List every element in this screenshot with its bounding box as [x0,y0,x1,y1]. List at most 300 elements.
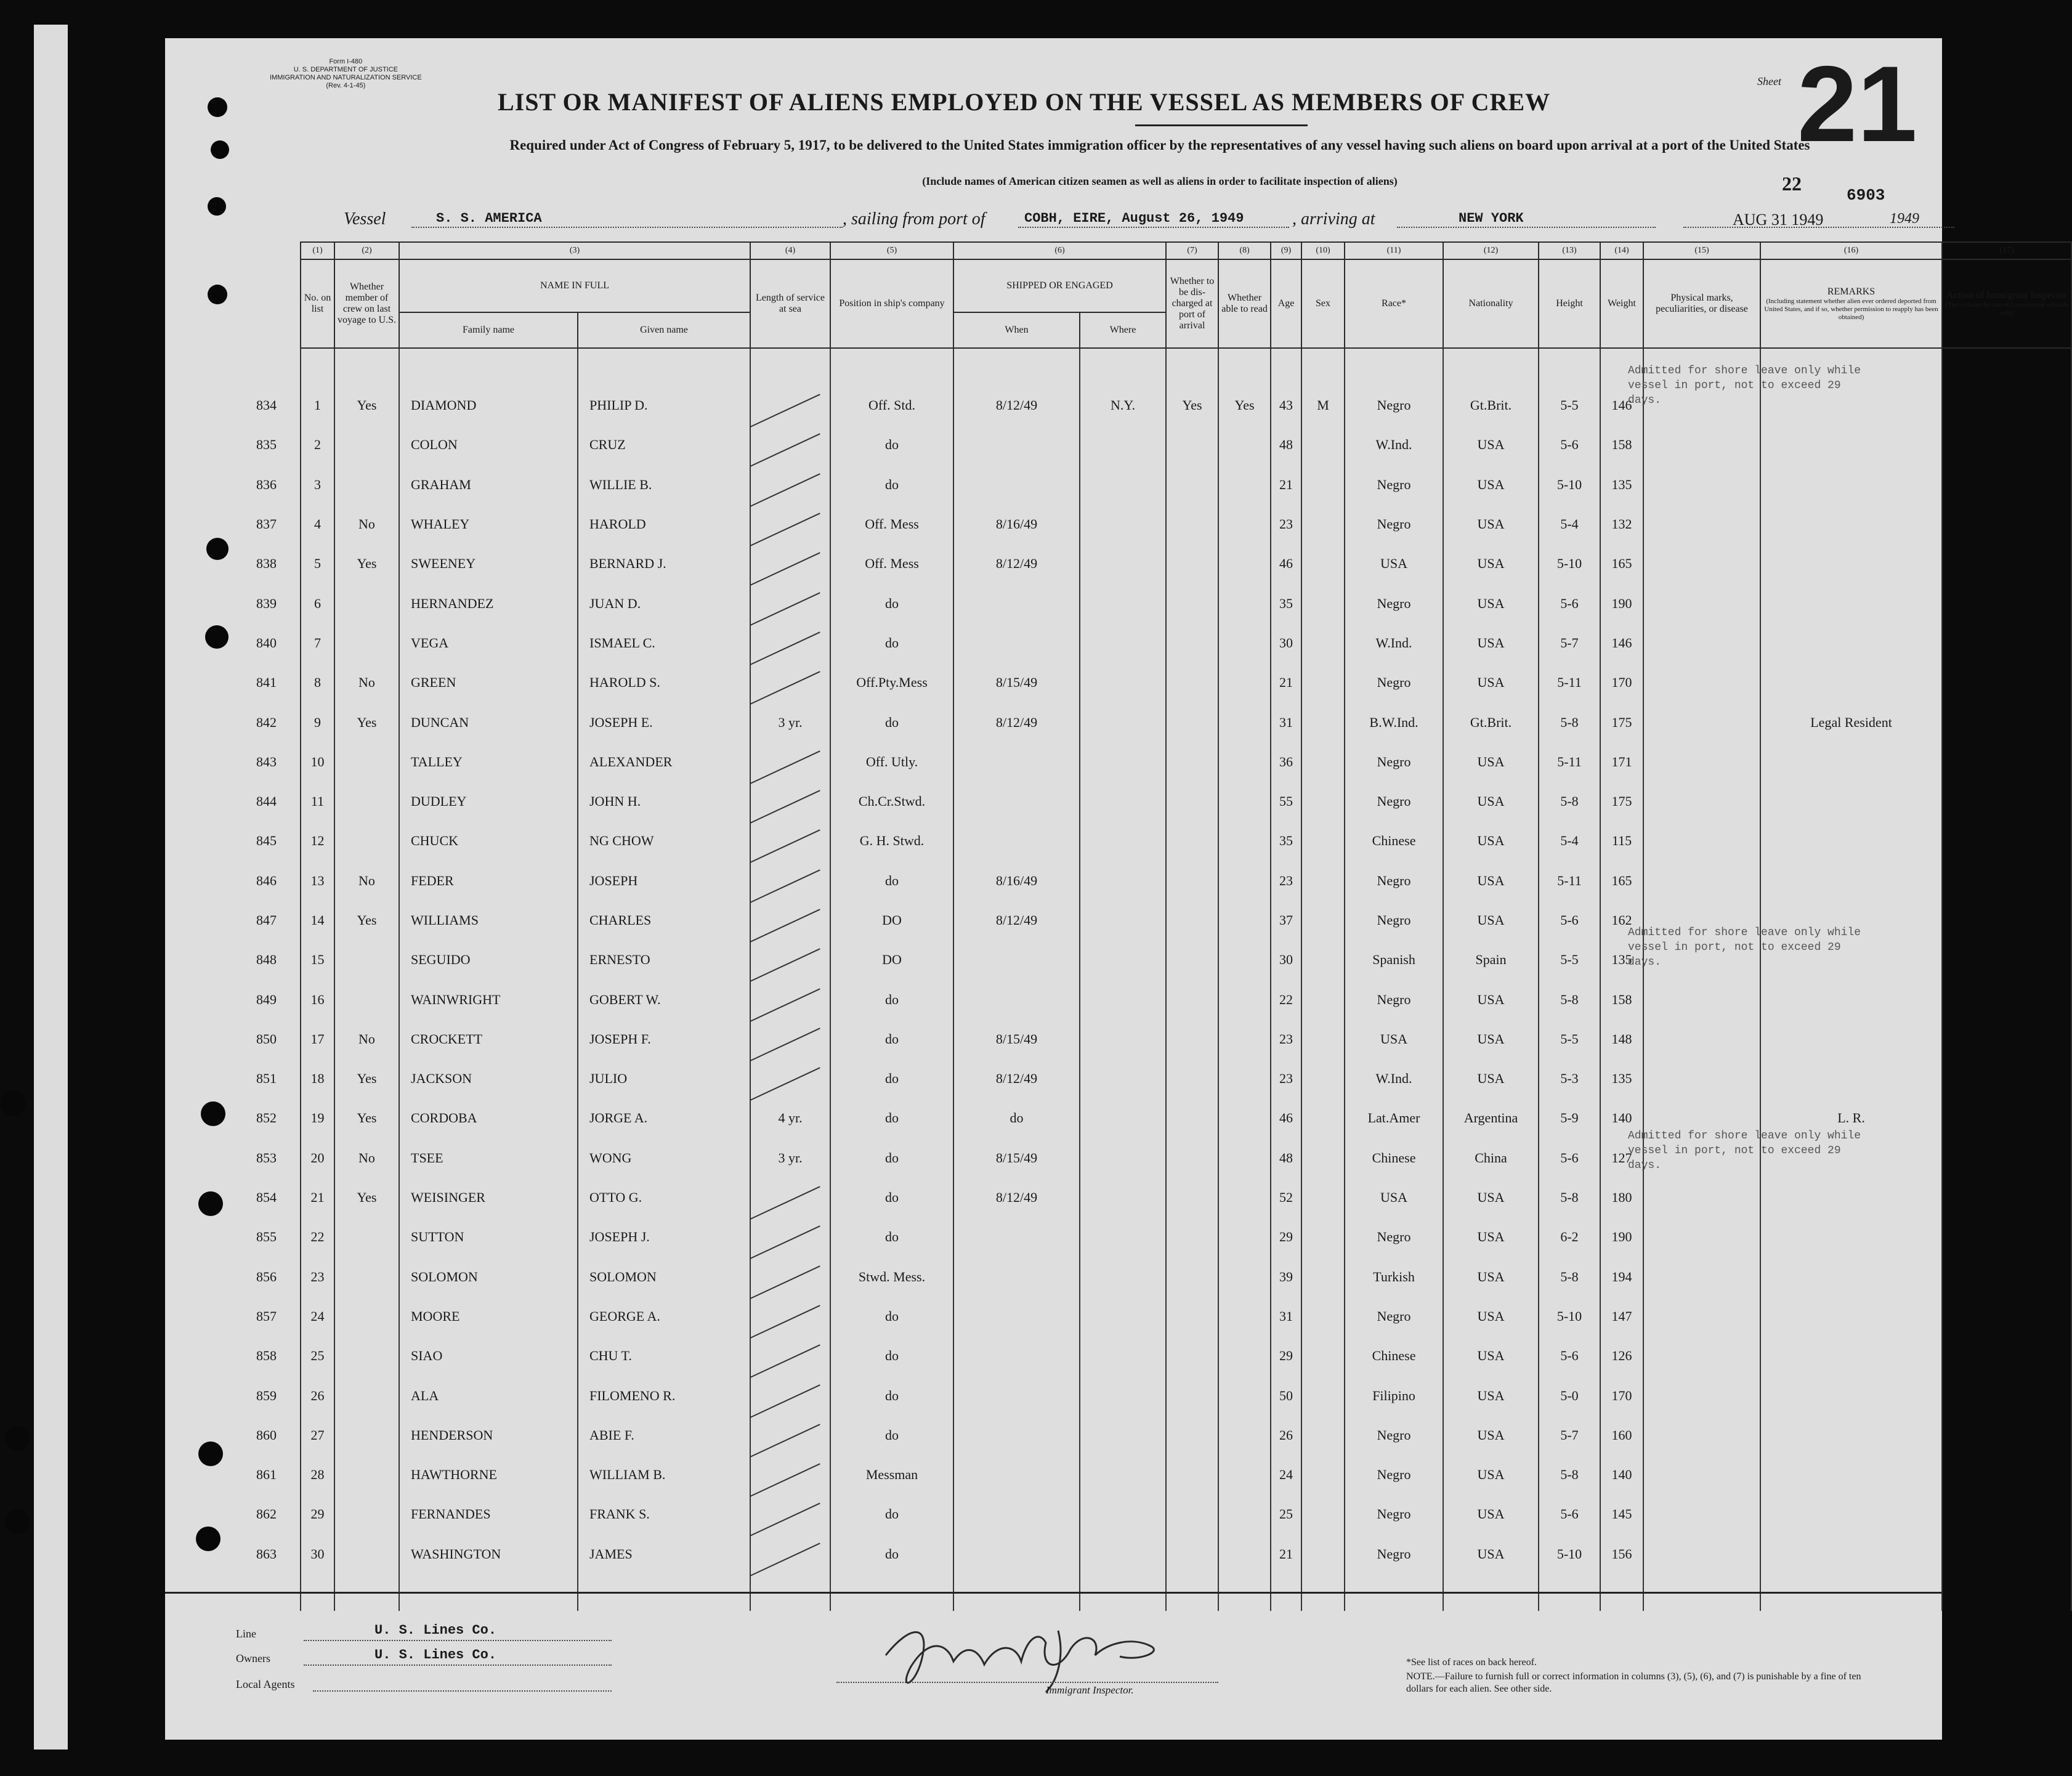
col-num: (5) [830,242,953,259]
cell-height: 5-7 [1539,1416,1600,1455]
cell-race: B.W.Ind. [1345,702,1443,742]
binder-hole [211,140,229,159]
cell-remarks [1760,505,1942,544]
cell-given-name: WILLIE B. [578,465,750,505]
cell-nationality: USA [1443,1020,1539,1059]
cell-nationality: USA [1443,861,1539,901]
cell-able-to-read [1218,1336,1271,1376]
cell-list-number: 23 [301,1257,334,1297]
cell-line-number: 835 [256,437,277,453]
cell-given-name: SOLOMON [578,1257,750,1297]
cell-height: 5-6 [1539,1138,1600,1178]
cell-shipped-when [953,1336,1080,1376]
table-row [233,1217,2071,1257]
cell-last-voyage [334,1217,399,1257]
cell-physical-marks [1643,623,1760,663]
table-row [233,544,2071,583]
cell-able-to-read [1218,1257,1271,1297]
cell-able-to-read [1218,782,1271,821]
cell-remarks [1760,623,1942,663]
cell-age: 22 [1271,979,1301,1019]
cell-inspector-action [1942,544,2071,583]
cell-sex: M [1301,386,1345,425]
cell-height: 5-6 [1539,1494,1600,1534]
cell-last-voyage [334,1336,399,1376]
cell-line-number: 861 [256,1467,277,1483]
cell-weight: 160 [1600,1416,1643,1455]
cell-shipped-where [1080,663,1166,702]
table-row [233,742,2071,782]
header-able-to-read: Whether able to read [1218,259,1271,348]
footer-owners-label: Owners [236,1652,270,1664]
cell-physical-marks [1643,1416,1760,1455]
cell-remarks [1760,742,1942,782]
cell-shipped-when [953,1297,1080,1336]
cell-height: 5-11 [1539,742,1600,782]
cell-shipped-when: 8/15/49 [953,1138,1080,1178]
sailing-from: COBH, EIRE, August 26, 1949 [1024,211,1244,226]
cell-age: 46 [1271,544,1301,583]
cell-able-to-read [1218,979,1271,1019]
cell-discharge [1166,821,1218,861]
arrival-year: 1949 [1890,211,1919,227]
cell-family-name: JACKSON [399,1059,578,1098]
cell-sex [1301,465,1345,505]
cell-height: 5-11 [1539,663,1600,702]
cell-last-voyage: No [334,1138,399,1178]
cell-able-to-read [1218,663,1271,702]
cell-shipped-where [1080,1257,1166,1297]
footer-agents-label: Local Agents [236,1678,295,1690]
cell-service-length [750,1257,830,1297]
cell-nationality: USA [1443,465,1539,505]
header-blank [233,259,301,348]
spacer-cell [1271,348,1301,386]
cell-family-name: COLON [399,425,578,464]
cell-able-to-read [1218,1416,1271,1455]
cell-position: Stwd. Mess. [830,1257,953,1297]
cell-last-voyage: Yes [334,702,399,742]
cell-line-number: 848 [256,952,277,968]
cell-list-number: 20 [301,1138,334,1178]
cell-last-voyage [334,583,399,623]
cell-list-number: 27 [301,1416,334,1455]
cell-physical-marks [1643,1494,1760,1534]
cell-given-name: PHILIP D. [578,386,750,425]
cell-last-voyage: No [334,861,399,901]
spacer-cell [1218,348,1271,386]
cell-last-voyage [334,623,399,663]
cell-last-voyage [334,821,399,861]
cell-age: 35 [1271,821,1301,861]
cell-inspector-action [1942,425,2071,464]
cell-age: 39 [1271,1257,1301,1297]
cell-nationality: USA [1443,1494,1539,1534]
cell-sex [1301,1098,1345,1138]
cell-age: 21 [1271,1535,1301,1574]
table-row [233,663,2071,702]
cell-shipped-when: 8/15/49 [953,663,1080,702]
cell-family-name: SOLOMON [399,1257,578,1297]
cell-shipped-where [1080,1217,1166,1257]
cell-age: 50 [1271,1376,1301,1415]
cell-shipped-where [1080,742,1166,782]
sheet-label: Sheet [1757,75,1781,87]
cell-shipped-where [1080,1416,1166,1455]
cell-list-number: 4 [301,505,334,544]
cell-position: do [830,583,953,623]
cell-line-number: 855 [256,1229,277,1245]
cell-race: W.Ind. [1345,425,1443,464]
binder-hole [205,625,229,649]
cell-shipped-where: N.Y. [1080,386,1166,425]
cell-physical-marks [1643,782,1760,821]
cell-list-number: 19 [301,1098,334,1138]
cell-sex [1301,979,1345,1019]
cell-able-to-read [1218,1297,1271,1336]
cell-position: do [830,1416,953,1455]
form-revision: (Rev. 4-1-45) [326,82,366,89]
cell-list-number: 21 [301,1178,334,1217]
spacer-cell [1345,348,1443,386]
cell-remarks [1760,1455,1942,1494]
table-row [233,465,2071,505]
binder-hole [5,1509,30,1534]
cell-last-voyage [334,1297,399,1336]
cell-nationality: USA [1443,544,1539,583]
cell-nationality: USA [1443,1535,1539,1574]
cell-remarks [1760,979,1942,1019]
cell-line-number: 838 [256,556,277,572]
cell-height: 5-8 [1539,782,1600,821]
inspector-signature [873,1618,1194,1698]
shore-leave-stamp [1628,363,1862,408]
binder-hole [208,197,226,216]
cell-position: do [830,702,953,742]
cell-line-number: 858 [256,1348,277,1364]
spacer-cell [301,348,334,386]
cell-weight: 148 [1600,1020,1643,1059]
cell-able-to-read [1218,1455,1271,1494]
binder-hole [201,1101,225,1126]
cell-shipped-when [953,1494,1080,1534]
cell-list-number: 10 [301,742,334,782]
spacer-cell [750,348,830,386]
cell-sex [1301,1059,1345,1098]
cell-shipped-where [1080,1297,1166,1336]
cell-physical-marks [1643,1535,1760,1574]
cell-shipped-when [953,1416,1080,1455]
cell-list-number: 30 [301,1535,334,1574]
cell-race: Negro [1345,901,1443,940]
cell-given-name: WILLIAM B. [578,1455,750,1494]
cell-given-name: FILOMENO R. [578,1376,750,1415]
subtitle-note: (Include names of American citizen seamen as well as aliens in order to facilitate inspection of aliens) [922,175,1398,187]
cell-remarks [1760,1416,1942,1455]
cell-nationality: Gt.Brit. [1443,386,1539,425]
cell-weight: 135 [1600,940,1643,979]
cell-physical-marks [1643,663,1760,702]
cell-shipped-when [953,1455,1080,1494]
cell-last-voyage: Yes [334,1059,399,1098]
arriving-underline [1397,227,1656,228]
cell-age: 30 [1271,940,1301,979]
table-row [233,979,2071,1019]
header-inspector-note: (This column for use of Government officials only) [1945,301,2069,317]
inspector-label: Immigrant Inspector. [1046,1684,1134,1696]
cell-sex [1301,782,1345,821]
cell-height: 5-6 [1539,901,1600,940]
cell-physical-marks [1643,1178,1760,1217]
cell-line-number: 836 [256,476,277,492]
cell-shipped-when [953,782,1080,821]
cell-weight: 165 [1600,544,1643,583]
cell-list-number: 5 [301,544,334,583]
cell-line-number: 844 [256,793,277,809]
cell-position: do [830,1138,953,1178]
cell-family-name: DIAMOND [399,386,578,425]
cell-weight: 165 [1600,861,1643,901]
cell-able-to-read [1218,425,1271,464]
binder-hole [5,1426,30,1451]
cell-discharge [1166,425,1218,464]
cell-inspector-action [1942,583,2071,623]
cell-height: 5-9 [1539,1098,1600,1138]
col-num: (9) [1271,242,1301,259]
cell-shipped-when [953,742,1080,782]
header-family-name: Family name [399,312,578,348]
table-row [233,1257,2071,1297]
cell-shipped-where [1080,1336,1166,1376]
cell-shipped-when [953,979,1080,1019]
binder-hole [196,1527,221,1551]
sheet-number: 21 [1797,44,1917,164]
cell-height: 5-5 [1539,940,1600,979]
cell-position: do [830,465,953,505]
cell-given-name: GEORGE A. [578,1297,750,1336]
cell-race: Filipino [1345,1376,1443,1415]
cell-nationality: Argentina [1443,1098,1539,1138]
cell-inspector-action [1942,1217,2071,1257]
cell-list-number: 14 [301,901,334,940]
table-row [233,1455,2071,1494]
cell-shipped-where [1080,940,1166,979]
cell-able-to-read [1218,505,1271,544]
cell-height: 5-4 [1539,821,1600,861]
cell-position: Ch.Cr.Stwd. [830,782,953,821]
cell-height: 5-6 [1539,1336,1600,1376]
cell-family-name: CHUCK [399,821,578,861]
cell-last-voyage: No [334,663,399,702]
cell-able-to-read [1218,1020,1271,1059]
cell-discharge [1166,1217,1218,1257]
cell-weight: 126 [1600,1336,1643,1376]
cell-shipped-where [1080,544,1166,583]
crew-table-body [233,348,2071,1611]
cell-list-number: 3 [301,465,334,505]
cell-age: 31 [1271,702,1301,742]
cell-shipped-when [953,583,1080,623]
header-remarks [1760,259,1942,348]
cell-height: 5-5 [1539,1020,1600,1059]
cell-inspector-action [1942,782,2071,821]
cell-service-length [750,940,830,979]
cell-able-to-read [1218,1217,1271,1257]
cell-remarks [1760,1535,1942,1574]
cell-discharge [1166,742,1218,782]
cell-physical-marks [1643,544,1760,583]
cell-height: 5-8 [1539,1257,1600,1297]
cell-remarks [1760,1297,1942,1336]
cell-remarks [1760,465,1942,505]
cell-age: 25 [1271,1494,1301,1534]
spacer-cell [1539,348,1600,386]
cell-family-name: SUTTON [399,1217,578,1257]
cell-inspector-action [1942,1020,2071,1059]
cell-given-name: JOHN H. [578,782,750,821]
cell-position: do [830,1535,953,1574]
cell-inspector-action [1942,1059,2071,1098]
cell-physical-marks [1643,1297,1760,1336]
header-no-on-list: No. on list [301,259,334,348]
cell-family-name: HENDERSON [399,1416,578,1455]
cell-shipped-where [1080,1455,1166,1494]
binder-hole [206,538,229,560]
cell-weight: 180 [1600,1178,1643,1217]
cell-line-number: 862 [256,1506,277,1522]
cell-discharge [1166,979,1218,1019]
cell-nationality: USA [1443,742,1539,782]
cell-list-number: 15 [301,940,334,979]
header-inspector-title: Action of Immigrant Inspector [1946,290,2067,301]
header-position: Position in ship's company [830,259,953,348]
cell-age: 36 [1271,742,1301,782]
cell-able-to-read [1218,821,1271,861]
cell-remarks [1760,1178,1942,1217]
cell-position: do [830,1336,953,1376]
cell-sex [1301,821,1345,861]
table-row [233,505,2071,544]
cell-family-name: SWEENEY [399,544,578,583]
cell-service-length: 4 yr. [750,1098,830,1138]
cell-sex [1301,1416,1345,1455]
cell-race: Negro [1345,1297,1443,1336]
cell-able-to-read [1218,901,1271,940]
cell-sex [1301,1138,1345,1178]
footer-line-value: U. S. Lines Co. [374,1623,497,1638]
header-when: When [953,312,1080,348]
cell-race: Chinese [1345,821,1443,861]
cell-position: Messman [830,1455,953,1494]
cell-shipped-when [953,1257,1080,1297]
cell-service-length [750,1217,830,1257]
cell-physical-marks [1643,583,1760,623]
table-row [233,1535,2071,1574]
cell-line-number: 863 [256,1546,277,1562]
cell-weight: 115 [1600,821,1643,861]
cell-weight: 190 [1600,1217,1643,1257]
cell-service-length [750,742,830,782]
cell-able-to-read [1218,1535,1271,1574]
cell-list-number: 24 [301,1297,334,1336]
cell-shipped-when: 8/12/49 [953,386,1080,425]
cell-shipped-when: 8/12/49 [953,1059,1080,1098]
cell-service-length [750,979,830,1019]
cell-race: Turkish [1345,1257,1443,1297]
header-remarks-note: (Including statement whether alien ever ordered deported from United States, and if so, whether permission to reapply has been obtained) [1764,297,1938,321]
cell-list-number: 12 [301,821,334,861]
cell-weight: 156 [1600,1535,1643,1574]
cell-nationality: USA [1443,1297,1539,1336]
table-row [233,782,2071,821]
cell-shipped-where [1080,1178,1166,1217]
cell-sex [1301,583,1345,623]
cell-discharge [1166,1494,1218,1534]
cell-service-length [750,1494,830,1534]
cell-sex [1301,1336,1345,1376]
cell-position: do [830,623,953,663]
padding-cell [1942,1574,2071,1611]
cell-position: do [830,1098,953,1138]
cell-family-name: HAWTHORNE [399,1455,578,1494]
cell-age: 29 [1271,1336,1301,1376]
col-num: (14) [1600,242,1643,259]
cell-race: Chinese [1345,1336,1443,1376]
cell-physical-marks [1643,861,1760,901]
cell-inspector-action [1942,1494,2071,1534]
cell-age: 21 [1271,663,1301,702]
cell-race: Negro [1345,465,1443,505]
header-age: Age [1271,259,1301,348]
cell-family-name: GRAHAM [399,465,578,505]
cell-sex [1301,1455,1345,1494]
cell-weight: 140 [1600,1455,1643,1494]
cell-nationality: USA [1443,1178,1539,1217]
cell-position: DO [830,940,953,979]
cell-remarks [1760,861,1942,901]
shore-leave-stamp [1628,1129,1862,1173]
col-num: (15) [1643,242,1760,259]
cell-weight: 175 [1600,782,1643,821]
cell-able-to-read [1218,702,1271,742]
cell-race: USA [1345,1020,1443,1059]
cell-weight: 127 [1600,1138,1643,1178]
cell-height: 5-8 [1539,1455,1600,1494]
cell-line-number: 834 [256,397,277,413]
stamp-text: Admitted for shore leave only while vessel in port, not to exceed 29 days. [1628,927,1861,968]
spacer-cell [953,348,1080,386]
cell-given-name: JULIO [578,1059,750,1098]
binder-hole [198,1441,223,1466]
cell-weight: 175 [1600,702,1643,742]
cell-able-to-read [1218,861,1271,901]
cell-able-to-read [1218,1138,1271,1178]
cell-line-number: 859 [256,1387,277,1403]
cell-able-to-read: Yes [1218,386,1271,425]
footer-line-underline [304,1640,612,1641]
cell-race: Negro [1345,1217,1443,1257]
subtitle: Required under Act of Congress of February 5, 1917, to be delivered to the United States immigration officer by the representatives of any vessel having such aliens on board upon arrival at a port of the United States [509,137,1810,153]
cell-shipped-where [1080,1535,1166,1574]
cell-service-length: 3 yr. [750,702,830,742]
cell-line-number: 852 [256,1110,277,1126]
cell-discharge [1166,1138,1218,1178]
cell-line-number: 856 [256,1268,277,1284]
cell-physical-marks [1643,505,1760,544]
form-identifier [270,58,422,90]
cell-shipped-when: 8/12/49 [953,544,1080,583]
cell-race: Negro [1345,1494,1443,1534]
